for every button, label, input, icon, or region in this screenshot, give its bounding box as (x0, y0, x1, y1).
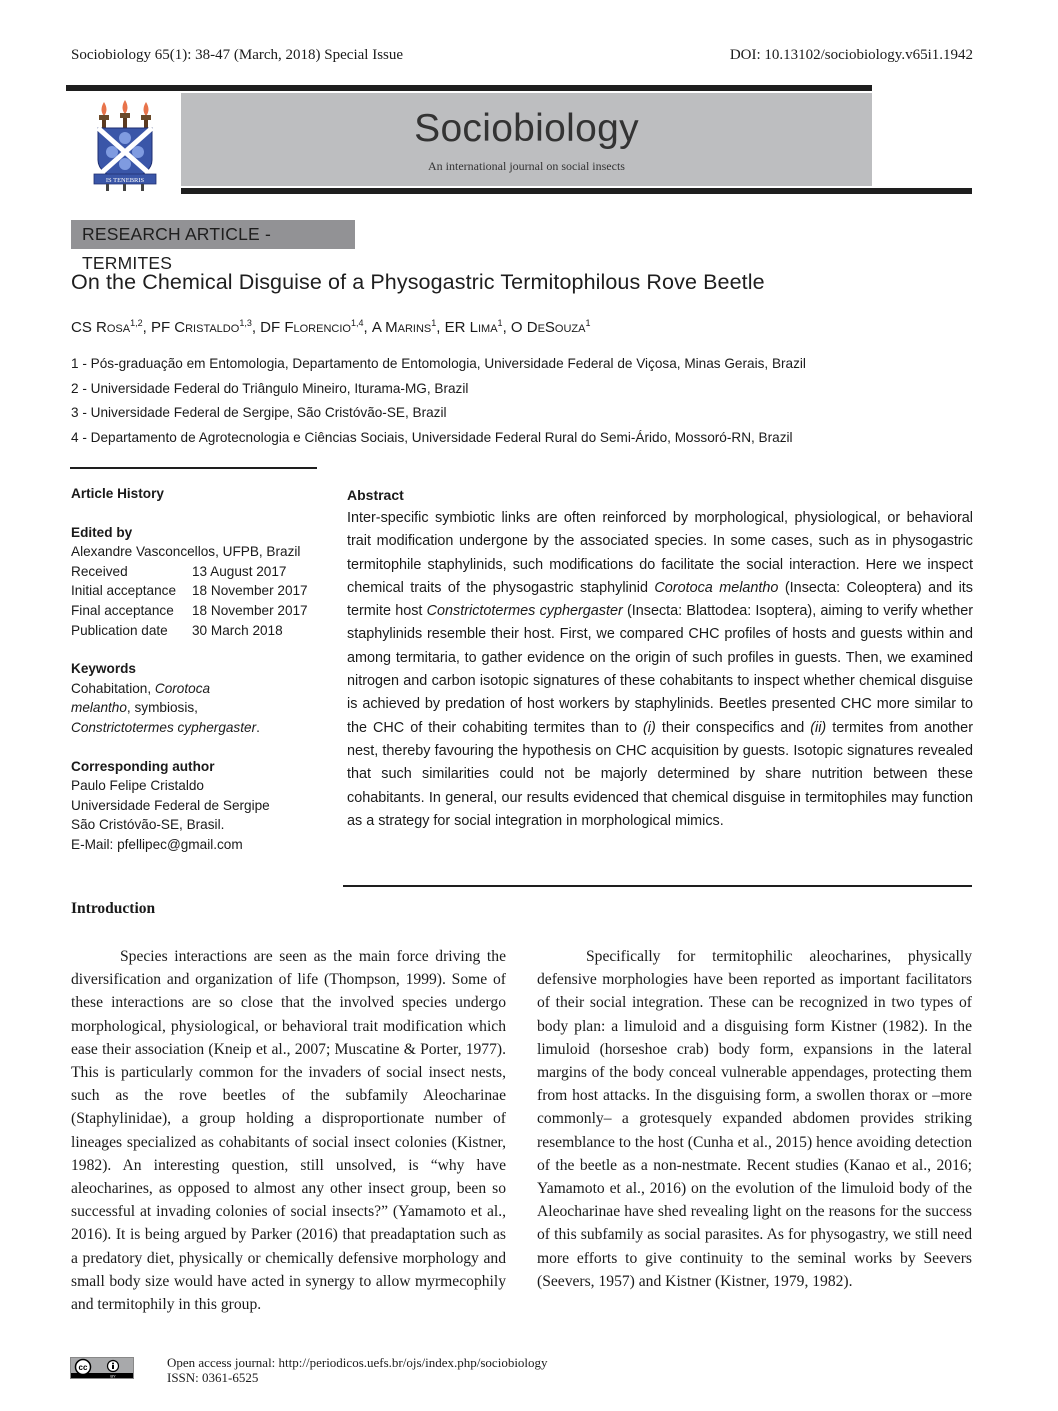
running-header-citation: Sociobiology 65(1): 38-47 (March, 2018) Special Issue (71, 47, 404, 63)
history-label: Initial acceptance (71, 583, 177, 599)
history-value: 18 November 2017 (192, 602, 308, 618)
affiliation: 1 - Pós-graduação em Entomologia, Departamento de Entomologia, Universidade Federal de Viçosa, Minas Gerais, Brazil (71, 356, 806, 371)
svg-text:IS TENEBRIS: IS TENEBRIS (105, 177, 145, 184)
keywords-list (71, 679, 271, 738)
keywords-heading: Keywords (71, 661, 136, 677)
corresponding-location: São Cristóvão-SE, Brasil. (71, 817, 225, 833)
open-access-link[interactable]: Open access journal: http://periodicos.uefs.br/ojs/index.php/sociobiology (167, 1355, 548, 1370)
abstract-heading: Abstract (347, 487, 404, 503)
keyword-punct: . (256, 719, 260, 735)
abstract-rule (343, 885, 972, 887)
university-coat-of-arms-icon (92, 98, 158, 192)
history-label: Publication date (71, 622, 168, 638)
history-value: 13 August 2017 (192, 563, 287, 579)
history-label: Final acceptance (71, 602, 174, 618)
article-type-badge: RESEARCH ARTICLE - TERMITES (71, 220, 355, 249)
section-heading-introduction: Introduction (71, 900, 156, 917)
history-row (71, 601, 331, 621)
corresponding-name: Paulo Felipe Cristaldo (71, 778, 204, 794)
edited-by-heading: Edited by (71, 524, 133, 540)
history-label: Received (71, 563, 128, 579)
author-list: CS Rosa$^{1,2}$, PF Cristaldo$^{1,3}$, DF Florencio$^{1,4}$, A Marins$^1$, ER Lima$^1$, O DeSouza$^1$ (71, 318, 591, 336)
body-column-right (537, 945, 972, 1293)
affiliation: 3 - Universidade Federal de Sergipe, São Cristóvão-SE, Brazil (71, 405, 447, 420)
author: DF Florencio$^{1,4}$ (260, 318, 364, 336)
cc-by-icon[interactable] (70, 1357, 134, 1379)
body-column-left (71, 945, 506, 1316)
keyword: Cohabitation, (71, 680, 155, 696)
journal-banner (181, 93, 872, 186)
keyword: Corotoca melantho (71, 680, 211, 716)
issn: ISSN: 0361-6525 (167, 1370, 259, 1385)
running-header-doi[interactable]: DOI: 10.13102/sociobiology.v65i1.1942 (729, 47, 973, 63)
editor-name: Alexandre Vasconcellos, UFPB, Brazil (71, 544, 301, 560)
svg-text:cc: cc (78, 1363, 88, 1372)
journal-name: Sociobiology (414, 107, 639, 150)
article-info-sidebar (71, 484, 331, 855)
journal-subtitle: An international journal on social insects (428, 159, 625, 173)
history-row (71, 581, 331, 601)
article-title: On the Chemical Disguise of a Physogastric Termitophilous Rove Beetle (71, 270, 765, 294)
species-name: Constrictotermes cyphergaster (426, 603, 623, 620)
affiliation: 2 - Universidade Federal do Triângulo Mineiro, Iturama-MG, Brazil (71, 381, 469, 396)
abstract-text: Inter-specific symbiotic links are often reinforced by morphological, physiological, or behavioral trait modification undergone by the associated species. In some cases, such as in physogastric termitophile staphylinids, such modifications do facilitate the social interaction. Here we inspect chemical traits of the physogastric staphylinid Corotoca melantho (Insecta: Coleoptera) and its termite host Constrictotermes cyphergaster (Insecta: Blattodea: Isoptera), aiming to verify whether staphylinids resemble their host. First, we compared CHC profiles of hosts and guests within and among termitaria, to gather evidence on the origin of such profiles in guests. Then, we examined nitrogen and carbon isotopic signatures of these cohabitants to inspect whether chemical disguise is achieved by predation of host workers by staphylinids. Beetles presented CHC more similar to the CHC of their cohabiting termites than to (i) their conspecifics and (ii) termites from another nest, thereby favouring the hypothesis on CHC acquisition by guests. Isotopic signatures revealed that such similarities could not be majorly determined by share nutrition between these cohabitants. In general, our results evidenced that chemical disguise in termitophiles may function as a strategy for social integration in morphological mimics. (347, 510, 973, 829)
author: O DeSouza$^1$ (510, 318, 591, 336)
abstract (347, 486, 973, 833)
paragraph: Specifically for termitophilic aleocharines, physically defensive morphologies have been reported as important facilitators of their social integration. These can be recognized in two types of body plan: a limuloid and a disguising form Kistner (1982). In the limuloid (horseshoe crab) body form, expansions in the lateral margins of the body conceal vulnerable appendages, protecting them from host attacks. In the disguising form, a swollen thorax or –more commonly– a grotesquely expanded abdomen provides striking resemblance to the host (Cunha et al., 2015) hence avoiding detection of the beetle as a non-nestmate. Recent studies (Kanao et al., 2016; Yamamoto et al., 2016) on the evolution of the limuloid body of the Aleocharinae have shed revealing light on the reasons for the success of this subfamily as social parasites. As for physogastry, we still need more efforts to give continuity to the seminal works by Seevers (Seevers, 1957) and Kistner (Kistner, 1979, 1982). (537, 948, 972, 1290)
paragraph: Species interactions are seen as the main force driving the diversification and organization of life (Thompson, 1999). Some of these interactions are so close that the involved species undergo morphological, physiological, or behavioral trait modification which ease their association (Kneip et al., 2007; Muscatine & Porter, 1977). This is particularly common for the invaders of social insect nests, such as the rove beetles of the subfamily Aleocharinae (Staphylinidae), a group holding a disproportionate number of lineages specialized as cohabitants of social insect colonies (Kistner, 1982). An interesting question, still unsolved, is “why have aleocharines, as opposed to almost any other insect group, been so successful at invading colonies of social insects?” (Yamamoto et al., 2016). It is being argued by Parker (2016) that preadaptation such as a predatory diet, physically or chemically defensive morphology and small body size would have acted in synergy to allow myrmecophily and termitophily in this group. (71, 948, 506, 1314)
corresponding-email[interactable]: E-Mail: pfellipec@gmail.com (71, 836, 243, 852)
corresponding-institution: Universidade Federal de Sergipe (71, 797, 270, 813)
species-name: Corotoca melantho (654, 579, 779, 596)
author: PF Cristaldo$^{1,3}$ (150, 318, 252, 336)
keyword: Constrictotermes cyphergaster (71, 719, 257, 735)
sidebar-rule (70, 467, 317, 469)
history-row (71, 621, 331, 641)
affiliation: 4 - Departamento de Agrotecnologia e Ciências Sociais, Universidade Federal Rural do Semi-Árido, Mossoró-RN, Brazil (71, 430, 793, 445)
history-value: 30 March 2018 (192, 622, 283, 638)
article-history-heading: Article History (71, 486, 164, 501)
torch-icon (99, 100, 151, 128)
history-row (71, 562, 331, 582)
author: CS Rosa$^{1,2}$ (71, 318, 143, 336)
keyword: , symbiosis, (126, 700, 198, 716)
corresponding-author-heading: Corresponding author (71, 758, 215, 774)
header-rule-top (66, 85, 872, 91)
svg-text:BY: BY (110, 1373, 116, 1378)
header-rule-bottom (181, 188, 972, 194)
author: A Marins$^1$ (371, 318, 437, 336)
history-value: 18 November 2017 (192, 583, 308, 599)
author: ER Lima$^1$ (444, 318, 503, 336)
